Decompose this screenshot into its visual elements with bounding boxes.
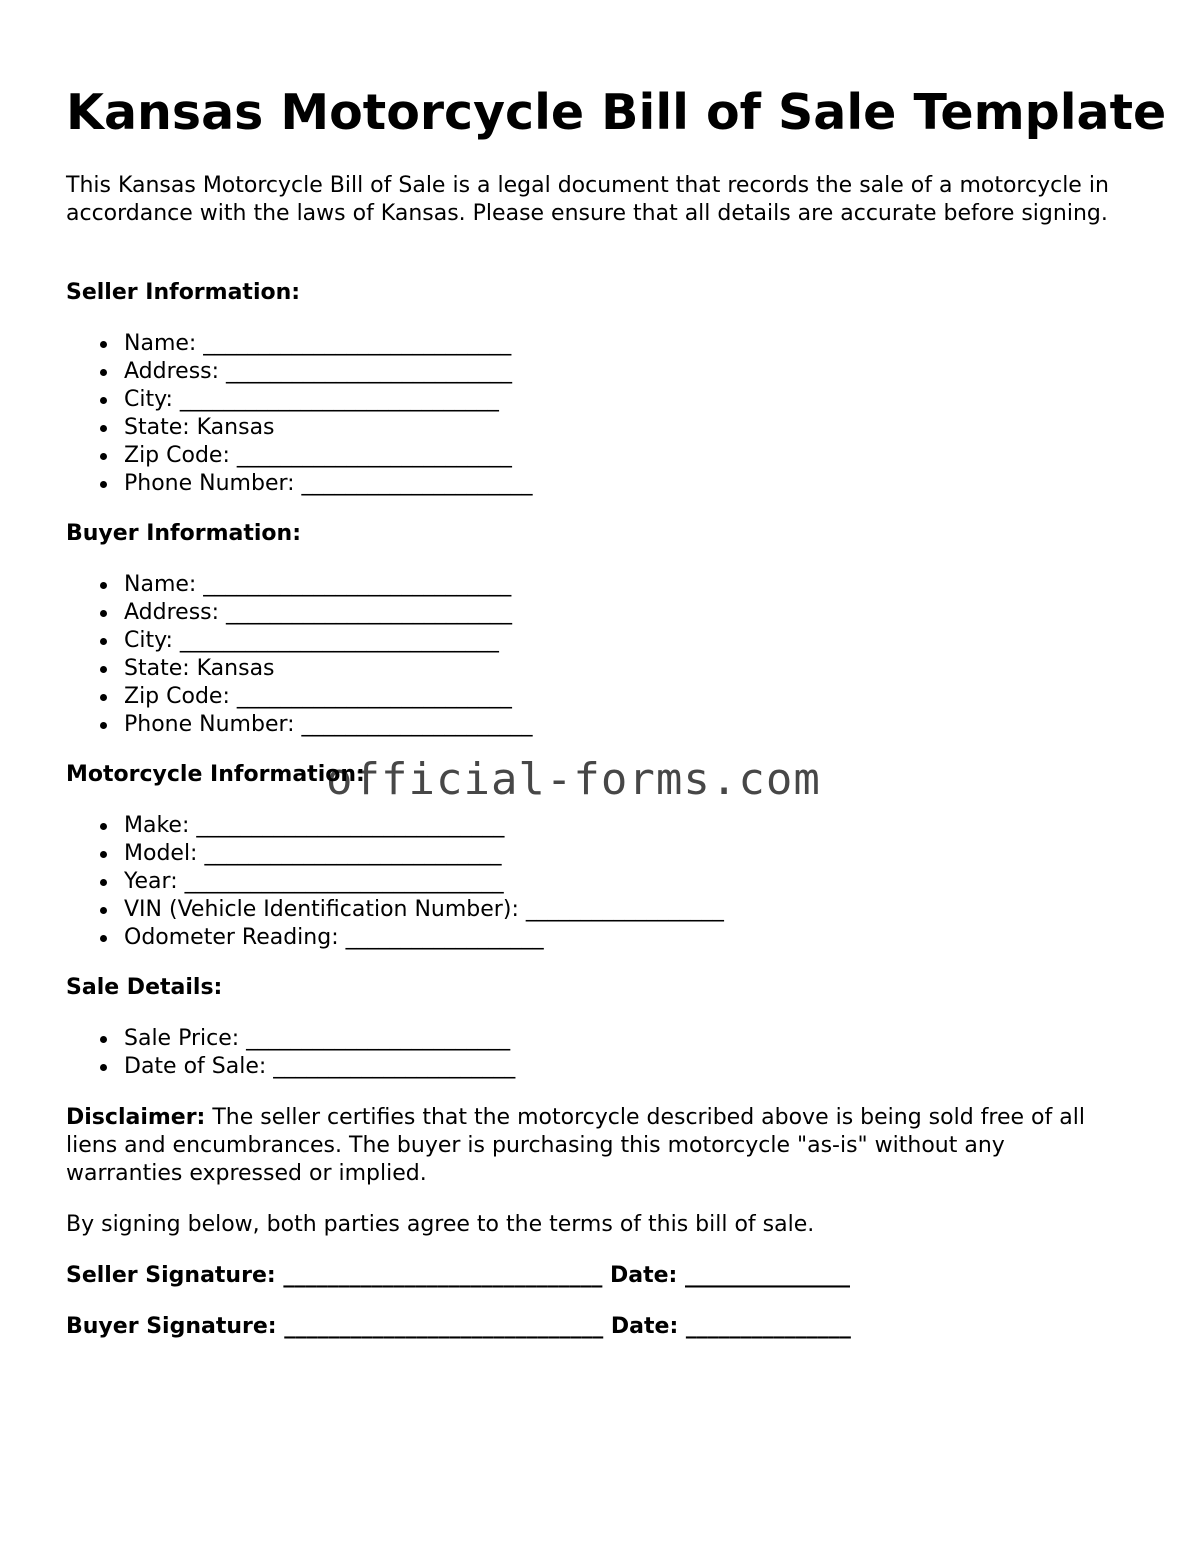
motorcycle-make-field[interactable]: Make: ____________________________ (66, 812, 724, 840)
seller-state-field: State: Kansas (66, 414, 533, 442)
disclaimer-paragraph (66, 1104, 1126, 1188)
buyer-address-field[interactable]: Address: __________________________ (66, 599, 533, 627)
sale-date-field[interactable]: Date of Sale: ______________________ (66, 1053, 515, 1081)
seller-signature-line[interactable]: Seller Signature: _____________________________ Date: _______________ (66, 1263, 850, 1288)
buyer-zip-field[interactable]: Zip Code: _________________________ (66, 683, 533, 711)
seller-address-field[interactable]: Address: __________________________ (66, 358, 533, 386)
buyer-phone-field[interactable]: Phone Number: _____________________ (66, 711, 533, 739)
motorcycle-odometer-field[interactable]: Odometer Reading: __________________ (66, 924, 724, 952)
intro-paragraph: This Kansas Motorcycle Bill of Sale is a legal document that records the sale of a motorcycle in accordance with the laws of Kansas. Please ensure that all details are accurate before signing. (66, 173, 1109, 226)
buyer-name-field[interactable]: Name: ____________________________ (66, 571, 533, 599)
seller-fields (66, 330, 533, 498)
seller-city-field[interactable]: City: _____________________________ (66, 386, 533, 414)
motorcycle-vin-field[interactable]: VIN (Vehicle Identification Number): __________________ (66, 896, 724, 924)
buyer-state-field: State: Kansas (66, 655, 533, 683)
seller-phone-field[interactable]: Phone Number: _____________________ (66, 470, 533, 498)
seller-heading: Seller Information: (66, 280, 301, 305)
sale-fields (66, 1025, 515, 1081)
agreement-statement: By signing below, both parties agree to the terms of this bill of sale. (66, 1212, 815, 1237)
sale-price-field[interactable]: Sale Price: ________________________ (66, 1025, 515, 1053)
seller-zip-field[interactable]: Zip Code: _________________________ (66, 442, 533, 470)
buyer-city-field[interactable]: City: _____________________________ (66, 627, 533, 655)
watermark-text: official-forms.com (326, 754, 821, 805)
document-title: Kansas Motorcycle Bill of Sale Template (66, 84, 1167, 141)
motorcycle-heading: Motorcycle Information: (66, 762, 365, 787)
motorcycle-year-field[interactable]: Year: _____________________________ (66, 868, 724, 896)
motorcycle-model-field[interactable]: Model: ___________________________ (66, 840, 724, 868)
disclaimer-text: The seller certifies that the motorcycle described above is being sold free of all liens and encumbrances. The buyer is purchasing this motorcycle "as-is" without any warranties expressed or implied. (66, 1105, 1085, 1186)
sale-heading: Sale Details: (66, 975, 223, 1000)
seller-name-field[interactable]: Name: ____________________________ (66, 330, 533, 358)
buyer-fields (66, 571, 533, 739)
disclaimer-label: Disclaimer: (66, 1105, 206, 1130)
buyer-heading: Buyer Information: (66, 521, 301, 546)
motorcycle-fields (66, 812, 724, 952)
buyer-signature-line[interactable]: Buyer Signature: _____________________________ Date: _______________ (66, 1314, 851, 1339)
